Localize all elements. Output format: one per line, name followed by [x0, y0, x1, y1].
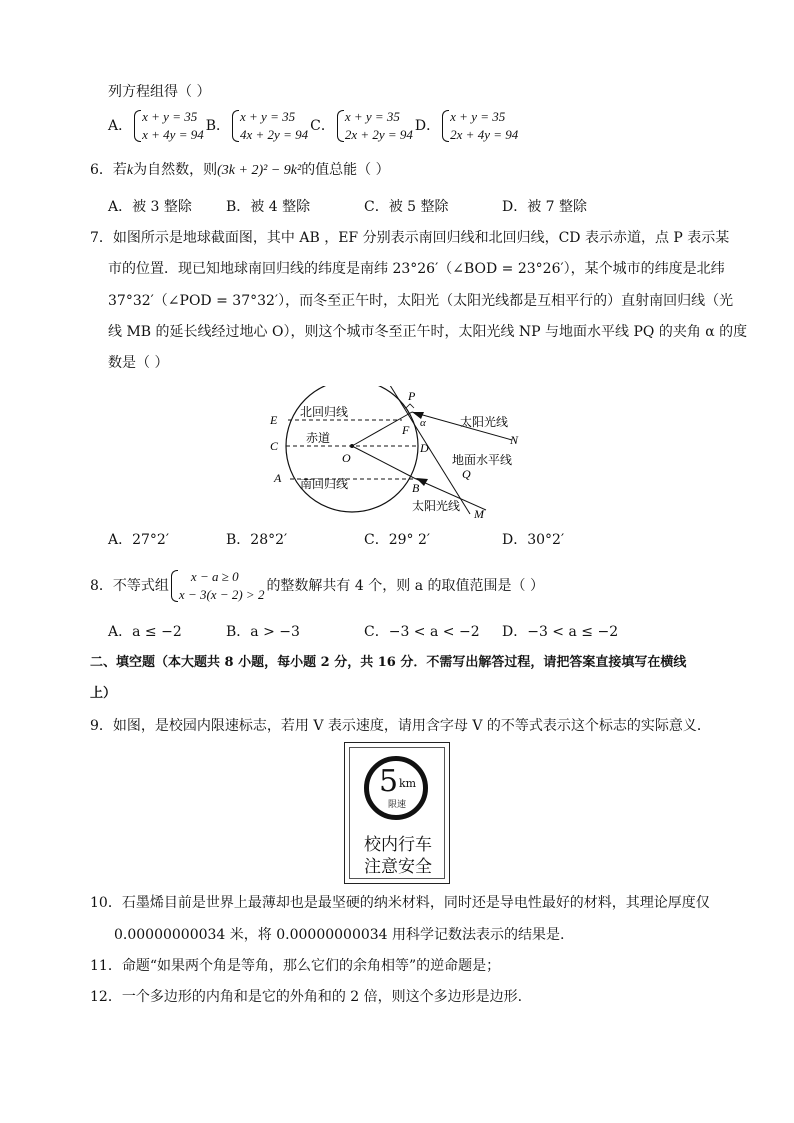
label-B: B — [412, 481, 420, 495]
q8-option-c: C．−3 < a < −2 — [364, 624, 480, 640]
q8-option-d: D．−3 < a ≤ −2 — [502, 624, 619, 640]
label-P: P — [408, 389, 416, 403]
text-sun-ray-top: 太阳光线 — [460, 415, 509, 429]
equation: x + y = 35 — [344, 109, 400, 124]
q8-stem — [90, 564, 544, 608]
q10-line-2: 0.00000000034 米，将 0.00000000034 用科学记数法表示的结果是. — [114, 927, 565, 943]
q8-system — [171, 568, 265, 604]
right-angle-mark — [406, 404, 414, 408]
q6-option-c: C．被 5 整除 — [364, 199, 449, 215]
q6-expression: (3k + 2)² − 9k² — [217, 163, 302, 178]
q7-line-1: 7．如图所示是地球截面图，其中 AB ，EF 分别表示南回归线和北回归线，CD 表示赤道，点 P 表示某 — [90, 230, 730, 246]
q7-option-c: C．29° 2′ — [364, 532, 431, 548]
q7-line-3: 37°32′（∠POD = 37°32′），而冬至正午时，太阳光（太阳光线都是互相平行的）直射南回归线（光 — [108, 293, 734, 309]
text-equator: 赤道 — [306, 431, 331, 445]
label-N: N — [510, 433, 519, 447]
speed-limit-circle — [364, 756, 428, 820]
q6-stem-suffix: 的值总能（ ） — [301, 162, 390, 178]
horizon-line-pq — [388, 386, 470, 514]
label-E: E — [270, 413, 278, 427]
q6-stem — [90, 160, 390, 181]
text-north-tropic: 北回归线 — [300, 405, 349, 419]
q5-option-b-system — [232, 108, 308, 144]
text-horizon: 地面水平线 — [452, 453, 513, 467]
text-south-tropic: 南回归线 — [300, 477, 349, 491]
q12-text: 12．一个多边形的内角和是它的外角和的 2 倍，则这个多边形是边形. — [90, 989, 523, 1005]
label-Q: Q — [462, 467, 471, 481]
q8-prefix: 8．不等式组 — [90, 578, 169, 594]
sign-inner-border — [349, 747, 445, 879]
q8-suffix: 的整数解共有 4 个，则 a 的取值范围是（ ） — [266, 578, 544, 594]
line-ob — [352, 446, 414, 478]
q5-option-d-system — [442, 108, 518, 144]
equation: 2x + 4y = 94 — [450, 127, 519, 142]
q5-option-c-system — [337, 108, 413, 144]
inequality: x − a ≥ 0 — [190, 569, 239, 584]
label-M: M — [474, 507, 484, 521]
equation: x + 4y = 94 — [142, 127, 204, 142]
q6-option-b: B．被 4 整除 — [226, 199, 311, 215]
q6-variable: k — [126, 163, 134, 178]
q7-line-5: 数是（ ） — [108, 355, 169, 371]
equation: 2x + 2y = 94 — [344, 127, 413, 142]
speed-limit-number: 5 — [379, 764, 399, 799]
q9-text: 9．如图，是校园内限速标志，若用 V 表示速度，请用含字母 V 的不等式表示这个标志的实际意义． — [90, 718, 711, 734]
label-alpha: α — [420, 417, 426, 429]
label-A: A — [274, 471, 282, 485]
label-F: F — [402, 423, 410, 437]
earth-section-figure — [266, 386, 536, 522]
equation: x + y = 35 — [450, 109, 506, 124]
equation: 4x + 2y = 94 — [240, 127, 309, 142]
equation: x + y = 35 — [142, 109, 198, 124]
q7-option-a: A．27°2′ — [108, 532, 170, 548]
text-sun-ray-bottom: 太阳光线 — [412, 499, 461, 513]
q5-options — [108, 108, 520, 144]
q5-option-b-label: B． — [205, 118, 231, 134]
equation: x + y = 35 — [240, 109, 296, 124]
section-2-header-line-1: 二、填空题（本大题共 8 小题，每小题 2 分，共 16 分．不需写出解答过程，请把答案直接填写在横线 — [90, 655, 687, 670]
q5-option-d-label: D． — [414, 118, 441, 134]
inequality: x − 3(x − 2) > 2 — [178, 587, 265, 602]
q6-stem-mid: 为自然数，则 — [133, 162, 218, 178]
q5-option-a-system — [134, 108, 204, 144]
q5-intro: 列方程组得（ ） — [108, 84, 211, 100]
q10-line-1: 10．石墨烯目前是世界上最薄却也是最坚硬的纳米材料，同时还是导电性最好的材料，其理论厚度仅 — [90, 895, 710, 911]
q7-line-4: 线 MB 的延长线经过地心 O），则这个城市冬至正午时，太阳光线 NP 与地面水平线 PQ 的夹角 α 的度 — [108, 324, 748, 340]
q6-stem-prefix: 6．若 — [90, 162, 127, 178]
q6-option-a: A．被 3 整除 — [108, 199, 192, 215]
sign-text-line-2: 注意安全 — [364, 857, 432, 877]
center-point-o — [350, 444, 354, 448]
speed-limit-sign — [344, 742, 450, 884]
q6-option-d: D．被 7 整除 — [502, 199, 588, 215]
q8-option-b: B．a > −3 — [226, 624, 300, 640]
sign-text-line-1: 校内行车 — [364, 835, 432, 855]
speed-limit-unit: km — [399, 777, 417, 790]
q11-text: 11．命题“如果两个角是等角，那么它们的余角相等”的逆命题是； — [90, 958, 501, 974]
q7-option-d: D．30°2′ — [502, 532, 565, 548]
label-O: O — [342, 451, 351, 465]
q8-option-a: A．a ≤ −2 — [108, 624, 182, 640]
q7-option-b: B．28°2′ — [226, 532, 288, 548]
q7-line-2: 市的位置．现已知地球南回归线的纬度是南纬 23°26′（∠BOD = 23°26′），某个城市的纬度是北纬 — [108, 261, 725, 277]
q5-option-a-label: A． — [108, 118, 133, 134]
label-C: C — [270, 439, 279, 453]
label-D: D — [420, 441, 429, 455]
section-2-header-line-2: 上） — [90, 686, 117, 701]
speed-limit-subtext: 限速 — [388, 800, 407, 810]
q5-option-c-label: C． — [310, 118, 335, 134]
